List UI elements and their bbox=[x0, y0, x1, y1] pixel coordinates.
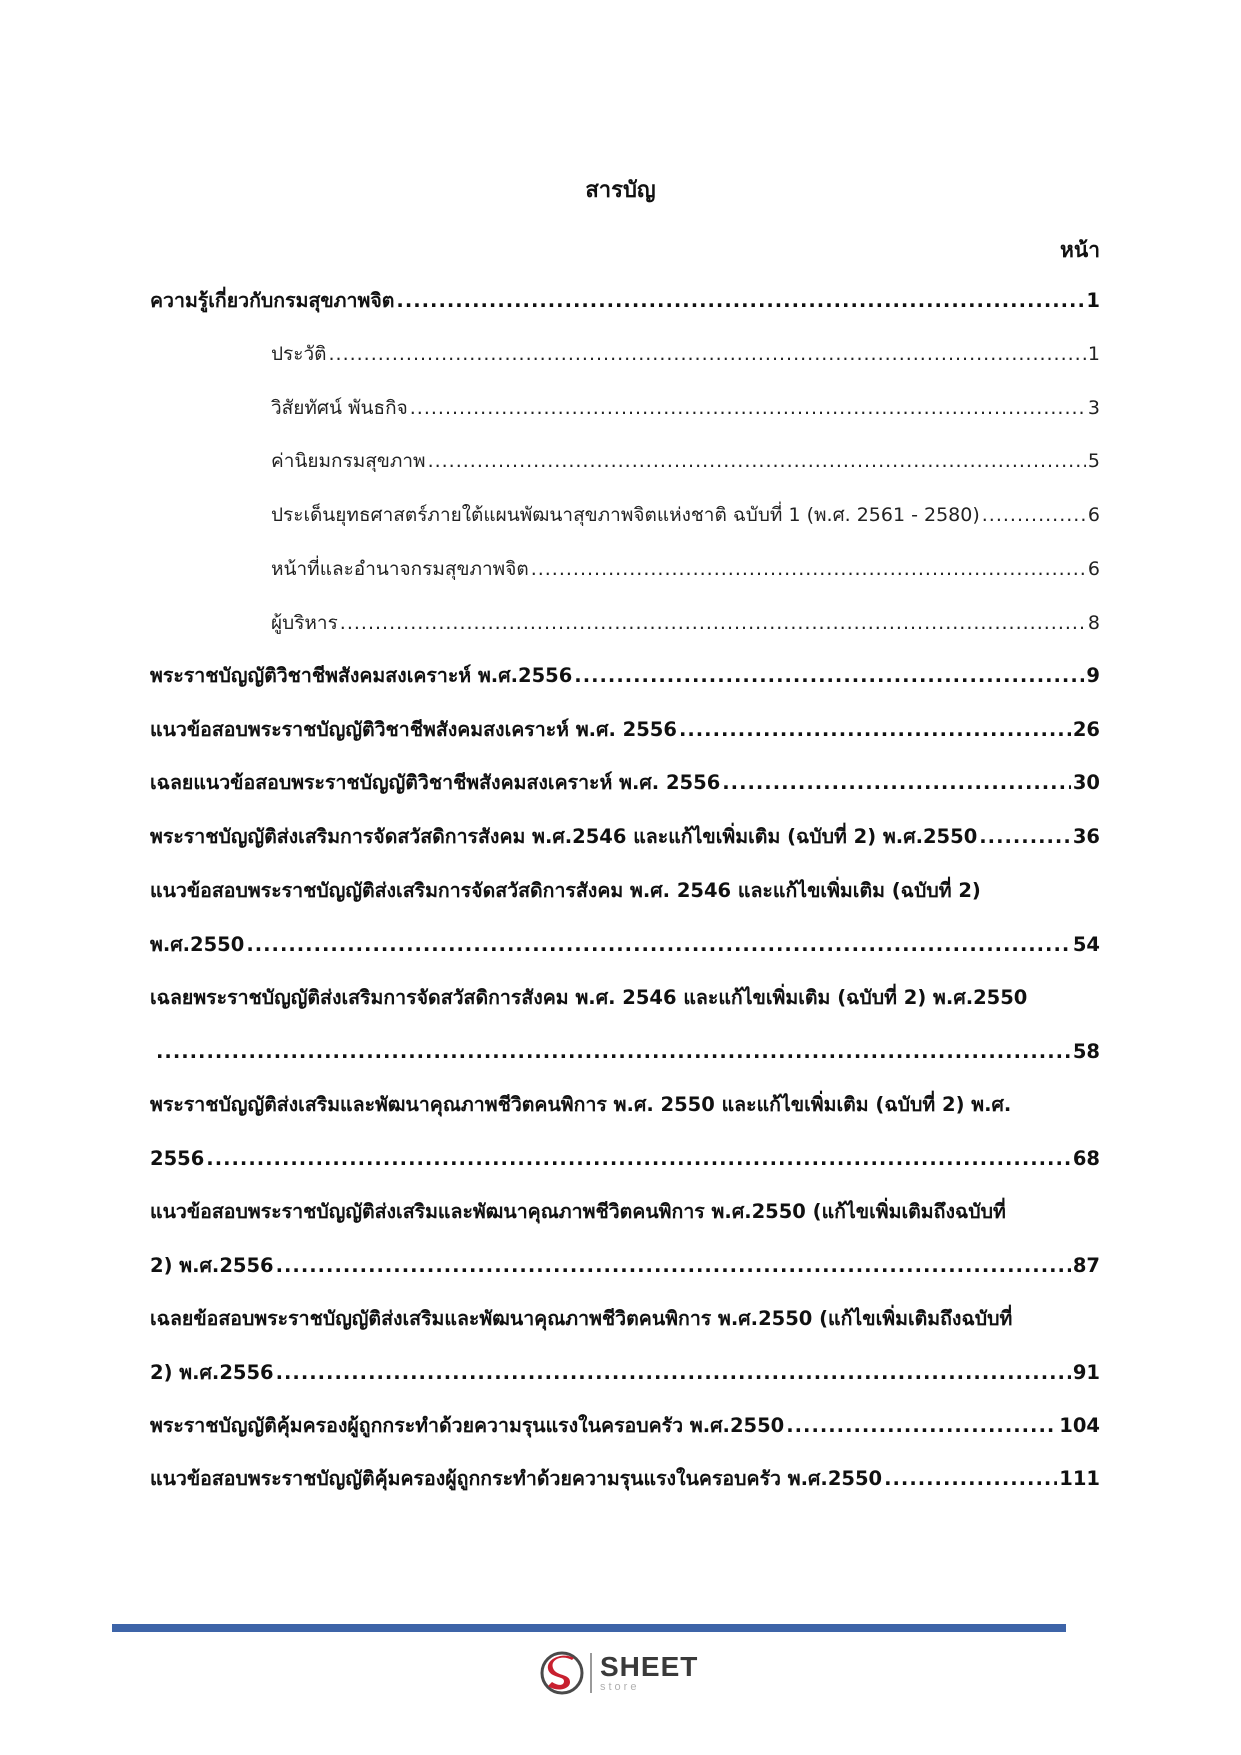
toc-entry-title-line1: พระราชบัญญัติส่งเสริมและพัฒนาคุณภาพชีวิตคนพิการ พ.ศ. 2550 และแก้ไขเพิ่มเติม (ฉบับที่ 2) พ.ศ. bbox=[150, 1093, 1012, 1116]
toc-entry[interactable] bbox=[150, 286, 1100, 316]
toc-subentry-page: 1 bbox=[1087, 343, 1100, 365]
leader-dots bbox=[982, 500, 1086, 530]
leader-dots bbox=[276, 1251, 1071, 1281]
toc-subentry[interactable] bbox=[150, 339, 1100, 369]
leader-dots bbox=[246, 930, 1071, 960]
toc-entry-title: แนวข้อสอบพระราชบัญญัติวิชาชีพสังคมสงเคราะห์ พ.ศ. 2556 bbox=[150, 718, 677, 741]
leader-dots bbox=[428, 446, 1086, 476]
toc-subentry-page: 3 bbox=[1087, 397, 1100, 419]
toc-entry-title: พระราชบัญญัติส่งเสริมการจัดสวัสดิการสังคม พ.ศ.2546 และแก้ไขเพิ่มเติม (ฉบับที่ 2) พ.ศ.2550 bbox=[150, 825, 978, 848]
toc-entry-page: 9 bbox=[1086, 664, 1100, 687]
toc-entry[interactable] bbox=[150, 1304, 1100, 1388]
logo-text: SHEET bbox=[600, 1651, 699, 1682]
toc-entry-page: 1 bbox=[1086, 289, 1100, 312]
toc-entry-page: 26 bbox=[1072, 718, 1100, 741]
toc-entry-page: 54 bbox=[1072, 933, 1100, 956]
leader-dots bbox=[979, 822, 1071, 852]
toc-subentry-title: ค่านิยมกรมสุขภาพ bbox=[271, 450, 426, 472]
toc-subentry-title: ประวัติ bbox=[271, 343, 327, 365]
toc-entry-title-line1: แนวข้อสอบพระราชบัญญัติส่งเสริมและพัฒนาคุณภาพชีวิตคนพิการ พ.ศ.2550 (แก้ไขเพิ่มเติมถึงฉบับที่ bbox=[150, 1200, 1006, 1223]
toc-entry-title-line1: เฉลยพระราชบัญญัติส่งเสริมการจัดสวัสดิการสังคม พ.ศ. 2546 และแก้ไขเพิ่มเติม (ฉบับที่ 2) พ.ศ.2550 bbox=[150, 986, 1028, 1009]
toc-entry-title-line2: 2) พ.ศ.2556 bbox=[150, 1361, 274, 1384]
toc-subentry[interactable] bbox=[150, 500, 1100, 530]
leader-dots bbox=[574, 661, 1084, 691]
leader-dots bbox=[156, 1037, 1071, 1067]
sheet-logo-icon bbox=[540, 1650, 584, 1696]
toc-entry-title-line2: 2556 bbox=[150, 1147, 205, 1170]
footer-rule bbox=[112, 1624, 1066, 1632]
toc-entry[interactable] bbox=[150, 1197, 1100, 1281]
toc-entry[interactable] bbox=[150, 822, 1100, 852]
leader-dots bbox=[396, 286, 1084, 316]
toc-entry-page: 91 bbox=[1072, 1361, 1100, 1384]
toc-subentry[interactable] bbox=[150, 554, 1100, 584]
sheet-store-logo bbox=[540, 1650, 698, 1696]
toc-subentry-page: 8 bbox=[1087, 612, 1100, 634]
page-title: สารบัญ bbox=[585, 178, 656, 203]
toc-entry[interactable] bbox=[150, 768, 1100, 798]
toc-subentry-title: ประเด็นยุทธศาสตร์ภายใต้แผนพัฒนาสุขภาพจิตแห่งชาติ ฉบับที่ 1 (พ.ศ. 2561 - 2580) bbox=[271, 504, 980, 526]
leader-dots bbox=[206, 1144, 1071, 1174]
toc-subentry-page: 6 bbox=[1087, 558, 1100, 580]
toc-entry[interactable] bbox=[150, 661, 1100, 691]
toc-entry-title: เฉลยแนวข้อสอบพระราชบัญญัติวิชาชีพสังคมสงเคราะห์ พ.ศ. 2556 bbox=[150, 771, 721, 794]
logo-subtext: store bbox=[600, 1681, 640, 1693]
toc-subentry-title: วิสัยทัศน์ พันธกิจ bbox=[271, 397, 408, 419]
toc-entry-page: 68 bbox=[1072, 1147, 1100, 1170]
toc-entry-title-line2: 2) พ.ศ.2556 bbox=[150, 1254, 274, 1277]
toc-entry-page: 36 bbox=[1072, 825, 1100, 848]
toc-subentry[interactable] bbox=[150, 608, 1100, 638]
leader-dots bbox=[276, 1358, 1071, 1388]
toc-entry-title-line2: พ.ศ.2550 bbox=[150, 933, 245, 956]
toc-entry[interactable] bbox=[150, 1090, 1100, 1174]
leader-dots bbox=[328, 339, 1085, 369]
toc-subentry-page: 6 bbox=[1087, 504, 1100, 526]
toc-subentry-page: 5 bbox=[1087, 450, 1100, 472]
toc-entry[interactable] bbox=[150, 876, 1100, 960]
toc-entry-page: 111 bbox=[1059, 1467, 1100, 1490]
toc-subentry-title: ผู้บริหาร bbox=[271, 612, 338, 634]
leader-dots bbox=[786, 1411, 1057, 1441]
leader-dots bbox=[340, 608, 1086, 638]
toc-entry-page: 87 bbox=[1072, 1254, 1100, 1277]
toc-entry[interactable] bbox=[150, 1411, 1100, 1441]
toc-subentry-title: หน้าที่และอำนาจกรมสุขภาพจิต bbox=[271, 558, 529, 580]
page-column-label: หน้า bbox=[1060, 238, 1100, 262]
toc-subentry[interactable] bbox=[150, 446, 1100, 476]
toc-entry[interactable] bbox=[150, 1464, 1100, 1494]
toc-entry[interactable] bbox=[150, 983, 1100, 1067]
toc-entry-title: พระราชบัญญัติคุ้มครองผู้ถูกกระทำด้วยความรุนแรงในครอบครัว พ.ศ.2550 bbox=[150, 1414, 785, 1437]
toc-entry-title-line1: เฉลยข้อสอบพระราชบัญญัติส่งเสริมและพัฒนาคุณภาพชีวิตคนพิการ พ.ศ.2550 (แก้ไขเพิ่มเติมถึงฉบับที่ bbox=[150, 1307, 1013, 1330]
leader-dots bbox=[722, 768, 1071, 798]
toc-entry[interactable] bbox=[150, 715, 1100, 745]
toc-entry-title: แนวข้อสอบพระราชบัญญัติคุ้มครองผู้ถูกกระทำด้วยความรุนแรงในครอบครัว พ.ศ.2550 bbox=[150, 1467, 883, 1490]
toc-entry-page: 104 bbox=[1059, 1414, 1100, 1437]
leader-dots bbox=[679, 715, 1071, 745]
leader-dots bbox=[884, 1464, 1057, 1494]
toc-entry-title: พระราชบัญญัติวิชาชีพสังคมสงเคราะห์ พ.ศ.2556 bbox=[150, 664, 573, 687]
toc-entry-page: 30 bbox=[1072, 771, 1100, 794]
leader-dots bbox=[531, 554, 1086, 584]
toc-subentry[interactable] bbox=[150, 393, 1100, 423]
logo-wordmark bbox=[600, 1653, 698, 1693]
logo-separator bbox=[590, 1653, 592, 1693]
leader-dots bbox=[410, 393, 1086, 423]
toc-entry-page: 58 bbox=[1072, 1040, 1100, 1063]
toc-entry-title-line1: แนวข้อสอบพระราชบัญญัติส่งเสริมการจัดสวัสดิการสังคม พ.ศ. 2546 และแก้ไขเพิ่มเติม (ฉบับที่ 2) bbox=[150, 879, 981, 902]
toc-entry-title: ความรู้เกี่ยวกับกรมสุขภาพจิต bbox=[150, 289, 395, 312]
